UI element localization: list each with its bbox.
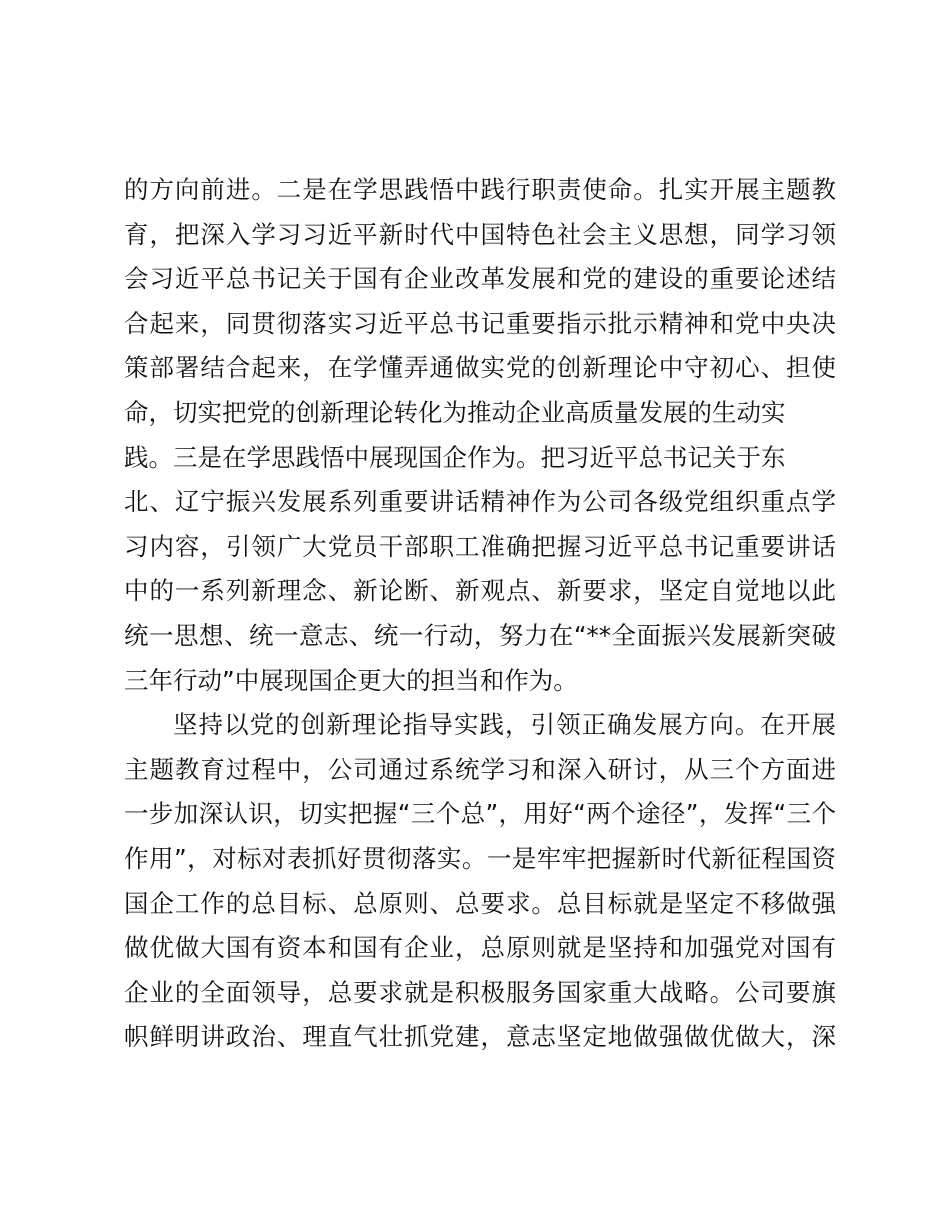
text-line: 育，把深入学习习近平新时代中国特色社会主义思想，同学习领 (124, 219, 836, 249)
text-line: 习内容，引领广大党员干部职工准确把握习近平总书记重要讲话 (124, 531, 836, 561)
text-line: 命，切实把党的创新理论转化为推动企业高质量发展的生动实 (124, 397, 786, 427)
text-line: 国企工作的总目标、总原则、总要求。总目标就是坚定不移做强 (124, 888, 836, 918)
text-line: 作用”，对标对表抓好贯彻落实。一是牢牢把握新时代新征程国资 (124, 843, 836, 873)
text-line: 会习近平总书记关于国有企业改革发展和党的建设的重要论述结 (124, 264, 836, 294)
paragraph-1 (124, 168, 836, 703)
text-line: 的方向前进。二是在学思践悟中践行职责使命。扎实开展主题教 (124, 175, 836, 204)
text-line: 合起来，同贯彻落实习近平总书记重要指示批示精神和党中央决 (124, 308, 836, 338)
paragraph-2 (124, 703, 836, 1060)
text-line: 北、辽宁振兴发展系列重要讲话精神作为公司各级党组织重点学 (124, 487, 836, 517)
text-line: 帜鲜明讲政治、理直气壮抓党建，意志坚定地做强做优做大，深 (124, 1022, 836, 1052)
text-line: 做优做大国有资本和国有企业，总原则就是坚持和加强党对国有 (124, 933, 836, 963)
text-line: 企业的全面领导，总要求就是积极服务国家重大战略。公司要旗 (124, 977, 836, 1007)
document-body (124, 168, 836, 1060)
text-line: 三年行动”中展现国企更大的担当和作为。 (124, 665, 578, 695)
text-line: 策部署结合起来，在学懂弄通做实党的创新理论中守初心、担使 (124, 353, 836, 383)
text-line: 践。三是在学思践悟中展现国企作为。把习近平总书记关于东 (124, 442, 786, 472)
text-line: 主题教育过程中，公司通过系统学习和深入研讨，从三个方面进 (124, 754, 836, 784)
text-line: 坚持以党的创新理论指导实践，引领正确发展方向。在开展 (173, 710, 836, 740)
text-line: 统一思想、统一意志、统一行动，努力在“**全面振兴发展新突破 (124, 620, 836, 650)
text-line: 一步加深认识，切实把握“三个总”，用好“两个途径”，发挥“三个 (124, 799, 836, 829)
text-line: 中的一系列新理念、新论断、新观点、新要求，坚定自觉地以此 (124, 576, 836, 606)
